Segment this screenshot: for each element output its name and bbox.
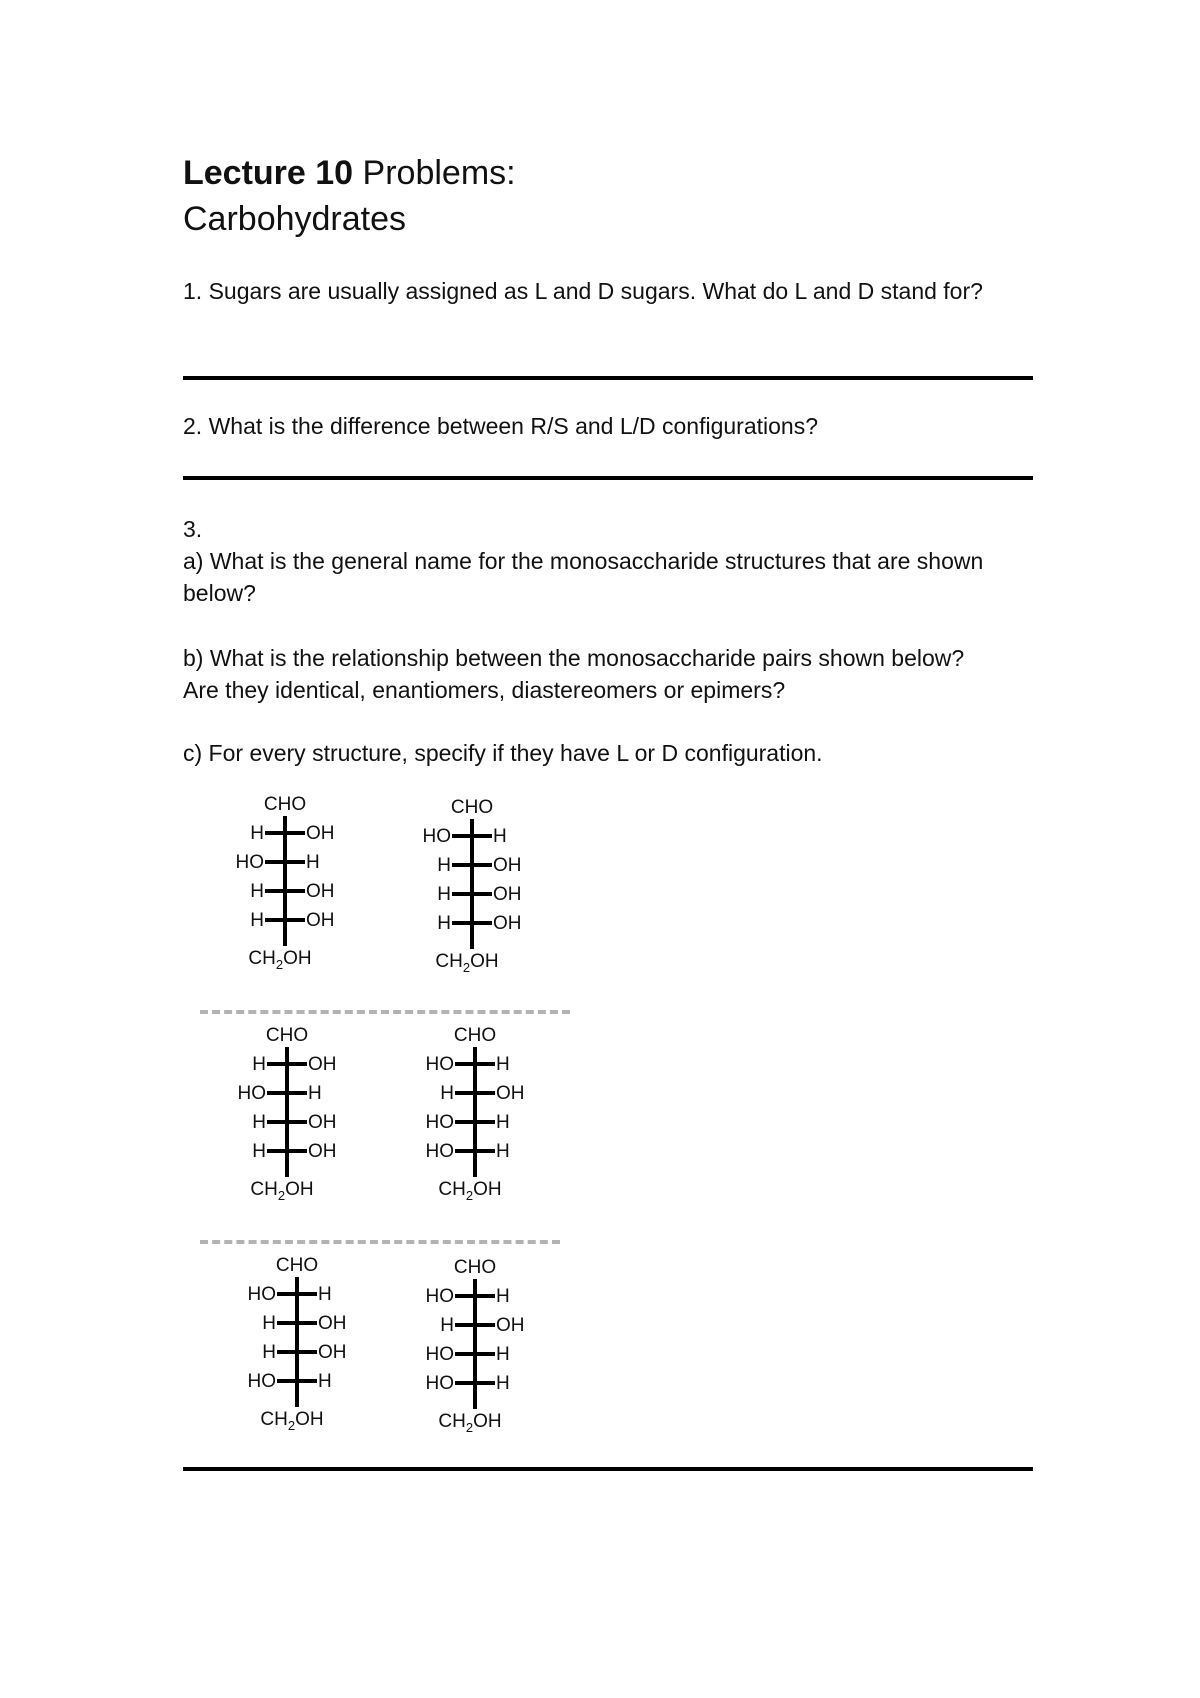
fischer-right-group: OH [496, 1083, 525, 1104]
fischer-projection-3 [197, 1021, 377, 1211]
fischer-left-group: H [262, 1342, 276, 1363]
fischer-left-group: H [252, 1141, 266, 1162]
fischer-left-group: H [437, 855, 451, 876]
fischer-right-group: H [493, 826, 507, 847]
fischer-left-group: HO [425, 1054, 454, 1075]
answer-line-2 [183, 476, 1033, 480]
pair-divider-1 [200, 1010, 570, 1014]
answer-line-3 [183, 1467, 1033, 1471]
fischer-left-group: H [250, 881, 264, 902]
fischer-bottom-label: $CH_2OH$ [435, 951, 499, 975]
fischer-top-label: CHO [263, 794, 307, 815]
fischer-left-group: HO [425, 1141, 454, 1162]
question-2: 2. What is the difference between R/S and L/D configurations? [183, 413, 819, 439]
fischer-right-group: H [306, 852, 320, 873]
fischer-left-group: H [250, 823, 264, 844]
fischer-bottom-label: $CH_2OH$ [438, 1411, 502, 1435]
question-3-number: 3. [183, 516, 203, 542]
fischer-right-group: OH [318, 1313, 347, 1334]
fischer-right-group: OH [493, 855, 522, 876]
fischer-right-group: H [496, 1141, 510, 1162]
fischer-left-group: HO [425, 1344, 454, 1365]
question-1: 1. Sugars are usually assigned as L and D sugars. What do L and D stand for? [183, 278, 983, 304]
fischer-left-group: H [437, 884, 451, 905]
fischer-left-group: H [440, 1315, 454, 1336]
fischer-bottom-label: $CH_2OH$ [438, 1179, 502, 1203]
fischer-left-group: HO [425, 1373, 454, 1394]
title-rest: Problems: [353, 154, 516, 192]
title-subject: Carbohydrates [183, 200, 407, 238]
fischer-left-group: HO [247, 1284, 276, 1305]
fischer-right-group: OH [308, 1054, 337, 1075]
fischer-right-group: OH [493, 884, 522, 905]
fischer-right-group: H [318, 1284, 332, 1305]
fischer-top-label: CHO [453, 1257, 497, 1278]
fischer-projection-1 [195, 790, 375, 980]
fischer-right-group: H [496, 1112, 510, 1133]
fischer-right-group: H [496, 1054, 510, 1075]
fischer-right-group: OH [306, 823, 335, 844]
fischer-top-label: CHO [453, 1025, 497, 1046]
question-3b-line2: Are they identical, enantiomers, diastereomers or epimers? [183, 677, 786, 703]
fischer-left-group: H [437, 913, 451, 934]
fischer-right-group: OH [496, 1315, 525, 1336]
fischer-right-group: OH [493, 913, 522, 934]
fischer-left-group: HO [235, 852, 264, 873]
fischer-right-group: H [318, 1371, 332, 1392]
fischer-top-label: CHO [450, 797, 494, 818]
fischer-left-group: H [440, 1083, 454, 1104]
fischer-right-group: H [496, 1344, 510, 1365]
fischer-top-label: CHO [275, 1255, 319, 1276]
fischer-right-group: OH [306, 881, 335, 902]
fischer-projection-2 [382, 793, 562, 983]
fischer-right-group: OH [308, 1141, 337, 1162]
fischer-left-group: HO [237, 1083, 266, 1104]
fischer-left-group: H [262, 1313, 276, 1334]
fischer-right-group: OH [306, 910, 335, 931]
fischer-left-group: H [250, 910, 264, 931]
fischer-left-group: H [252, 1054, 266, 1075]
answer-line-1 [183, 376, 1033, 380]
fischer-right-group: H [496, 1286, 510, 1307]
fischer-left-group: H [252, 1112, 266, 1133]
fischer-right-group: H [496, 1373, 510, 1394]
question-3c: c) For every structure, specify if they have L or D configuration. [183, 740, 823, 766]
fischer-bottom-label: $CH_2OH$ [260, 1409, 324, 1433]
fischer-bottom-label: $CH_2OH$ [250, 1179, 314, 1203]
question-3a: a) What is the general name for the monosaccharide structures that are shown below? [183, 548, 984, 606]
page-title [183, 150, 516, 242]
fischer-left-group: HO [247, 1371, 276, 1392]
fischer-projection-4 [385, 1021, 565, 1211]
fischer-projection-6 [385, 1253, 565, 1443]
fischer-left-group: HO [425, 1286, 454, 1307]
question-3b-line1: b) What is the relationship between the monosaccharide pairs shown below? [183, 645, 965, 671]
fischer-bottom-label: $CH_2OH$ [248, 948, 312, 972]
title-bold: Lecture 10 [183, 154, 354, 192]
fischer-projection-5 [207, 1251, 387, 1441]
fischer-right-group: OH [308, 1112, 337, 1133]
fischer-left-group: HO [422, 826, 451, 847]
pair-divider-2 [200, 1240, 560, 1244]
fischer-left-group: HO [425, 1112, 454, 1133]
fischer-top-label: CHO [265, 1025, 309, 1046]
fischer-right-group: H [308, 1083, 322, 1104]
fischer-right-group: OH [318, 1342, 347, 1363]
